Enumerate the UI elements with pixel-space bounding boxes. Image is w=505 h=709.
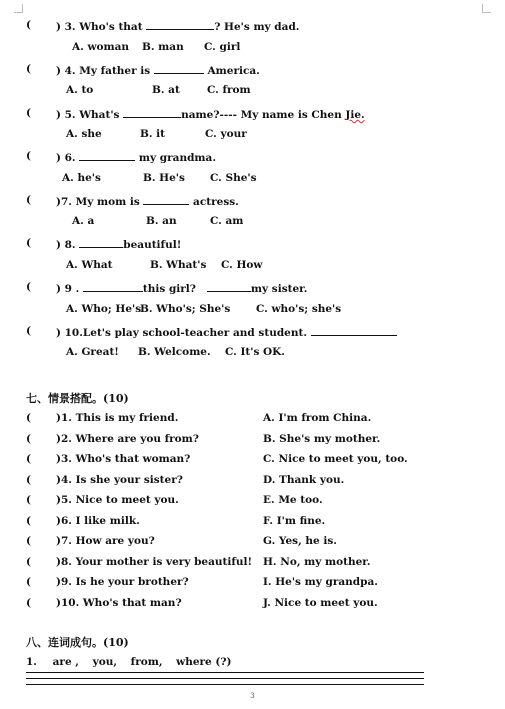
answer-option[interactable]: A. he's xyxy=(62,172,101,184)
question-text-after: name?---- My name is Chen xyxy=(181,109,346,121)
matching-response: I. He's my grandpa. xyxy=(263,576,378,588)
fill-blank[interactable] xyxy=(154,62,204,74)
question-text xyxy=(56,18,299,34)
answer-option[interactable]: A. Who; He's xyxy=(66,303,142,315)
answer-paren[interactable]: ( xyxy=(26,576,31,588)
matching-prompt: )10. Who's that man? xyxy=(56,597,182,609)
answer-option[interactable]: B. man xyxy=(142,41,184,53)
answer-paren[interactable]: ( xyxy=(26,107,31,119)
answer-option[interactable]: C. am xyxy=(210,215,244,227)
sentence-word: from, xyxy=(130,656,163,668)
matching-response: H. No, my mother. xyxy=(263,556,371,568)
answer-line[interactable] xyxy=(26,678,424,679)
answer-line[interactable] xyxy=(26,672,424,673)
matching-response: J. Nice to meet you. xyxy=(263,597,378,609)
answer-paren[interactable]: ( xyxy=(26,150,31,162)
page-number: 3 xyxy=(250,692,255,700)
question-text-after: my sister. xyxy=(250,283,308,295)
question-number: ) 10.Let's play school-teacher and student. xyxy=(56,327,307,339)
answer-option[interactable]: C. It's OK. xyxy=(225,346,285,358)
answer-paren[interactable]: ( xyxy=(26,515,31,527)
question-text-after: this girl? xyxy=(142,283,196,295)
question-number: ) 3. Who's that xyxy=(56,21,143,33)
answer-paren[interactable]: ( xyxy=(26,474,31,486)
question-text-after: beautiful! xyxy=(123,239,182,251)
answer-paren[interactable]: ( xyxy=(26,194,31,206)
sentence-item-number: 1. xyxy=(26,656,37,668)
fill-blank[interactable] xyxy=(146,18,214,30)
answer-option[interactable]: B. He's xyxy=(143,172,185,184)
matching-prompt: )4. Is she your sister? xyxy=(56,474,183,486)
fill-blank[interactable] xyxy=(123,106,181,118)
sentence-word: where (?) xyxy=(176,656,232,668)
answer-option[interactable]: B. Welcome. xyxy=(138,346,211,358)
matching-prompt: )9. Is he your brother? xyxy=(56,576,189,588)
matching-response: D. Thank you. xyxy=(263,474,345,486)
answer-option[interactable]: A. she xyxy=(66,128,102,140)
answer-option[interactable]: A. to xyxy=(66,84,94,96)
answer-option[interactable]: B. it xyxy=(140,128,166,140)
answer-option[interactable]: A. woman xyxy=(72,41,130,53)
answer-paren[interactable]: ( xyxy=(26,237,31,249)
answer-paren[interactable]: ( xyxy=(26,412,31,424)
question-text xyxy=(56,62,260,78)
answer-paren[interactable]: ( xyxy=(26,63,31,75)
answer-paren[interactable]: ( xyxy=(26,19,31,31)
answer-option[interactable]: B. What's xyxy=(150,259,207,271)
sentence-word: you, xyxy=(92,656,118,668)
matching-prompt: )8. Your mother is very beautiful! xyxy=(56,556,253,568)
question-number: )7. My mom is xyxy=(56,196,140,208)
answer-option[interactable]: C. your xyxy=(205,128,247,140)
matching-response: A. I'm from China. xyxy=(263,412,372,424)
answer-paren[interactable]: ( xyxy=(26,281,31,293)
matching-prompt: )7. How are you? xyxy=(56,535,155,547)
question-number: ) 8. xyxy=(56,239,76,251)
question-text xyxy=(56,236,181,252)
section-8-title: 八、连词成句。(10) xyxy=(26,636,129,649)
matching-prompt: )2. Where are you from? xyxy=(56,433,199,445)
answer-option[interactable]: C. She's xyxy=(210,172,257,184)
question-number: ) 9 . xyxy=(56,283,80,295)
fill-blank[interactable] xyxy=(79,149,135,161)
question-text xyxy=(56,324,397,340)
matching-prompt: )6. I like milk. xyxy=(56,515,140,527)
answer-option[interactable]: A. a xyxy=(72,215,95,227)
fill-blank[interactable] xyxy=(311,324,397,336)
question-text xyxy=(56,280,307,296)
answer-paren[interactable]: ( xyxy=(26,433,31,445)
fill-blank[interactable] xyxy=(83,280,143,292)
matching-response: C. Nice to meet you, too. xyxy=(263,453,408,465)
matching-prompt: )3. Who's that woman? xyxy=(56,453,191,465)
sentence-item-1 xyxy=(26,656,241,668)
question-text-after: Jie. xyxy=(345,109,365,121)
answer-option[interactable]: B. at xyxy=(152,84,180,96)
question-text-after: actress. xyxy=(189,196,239,208)
question-text xyxy=(56,149,216,165)
answer-option[interactable]: A. What xyxy=(66,259,113,271)
answer-option[interactable]: C. from xyxy=(207,84,251,96)
answer-paren[interactable]: ( xyxy=(26,556,31,568)
question-text-after: my grandma. xyxy=(135,152,216,164)
answer-paren[interactable]: ( xyxy=(26,325,31,337)
crop-mark-top-left xyxy=(14,4,23,13)
matching-response: F. I'm fine. xyxy=(263,515,326,527)
answer-option[interactable]: C. who's; she's xyxy=(256,303,342,315)
answer-option[interactable]: C. girl xyxy=(204,41,241,53)
matching-prompt: )5. Nice to meet you. xyxy=(56,494,179,506)
answer-paren[interactable]: ( xyxy=(26,494,31,506)
question-number: ) 6. xyxy=(56,152,76,164)
answer-option[interactable]: A. Great! xyxy=(66,346,119,358)
crop-mark-top-right xyxy=(482,4,491,13)
matching-prompt: )1. This is my friend. xyxy=(56,412,179,424)
question-number: ) 4. My father is xyxy=(56,65,151,77)
answer-line[interactable] xyxy=(26,684,424,685)
question-text xyxy=(56,193,239,209)
fill-blank[interactable] xyxy=(143,193,189,205)
question-text-after: America. xyxy=(203,65,260,77)
matching-response: G. Yes, he is. xyxy=(263,535,337,547)
answer-option[interactable]: B. Who's; She's xyxy=(140,303,231,315)
answer-paren[interactable]: ( xyxy=(26,597,31,609)
matching-response: B. She's my mother. xyxy=(263,433,381,445)
question-text xyxy=(56,106,365,122)
fill-blank[interactable] xyxy=(207,280,251,292)
sentence-word: are , xyxy=(52,656,79,668)
section-7-title: 七、情景搭配。(10) xyxy=(26,392,129,405)
answer-option[interactable]: B. an xyxy=(146,215,177,227)
fill-blank[interactable] xyxy=(79,236,123,248)
question-number: ) 5. What's xyxy=(56,109,120,121)
answer-paren[interactable]: ( xyxy=(26,453,31,465)
answer-option[interactable]: C. How xyxy=(221,259,263,271)
answer-paren[interactable]: ( xyxy=(26,535,31,547)
matching-response: E. Me too. xyxy=(263,494,323,506)
question-text-after: ? He's my dad. xyxy=(214,21,300,33)
